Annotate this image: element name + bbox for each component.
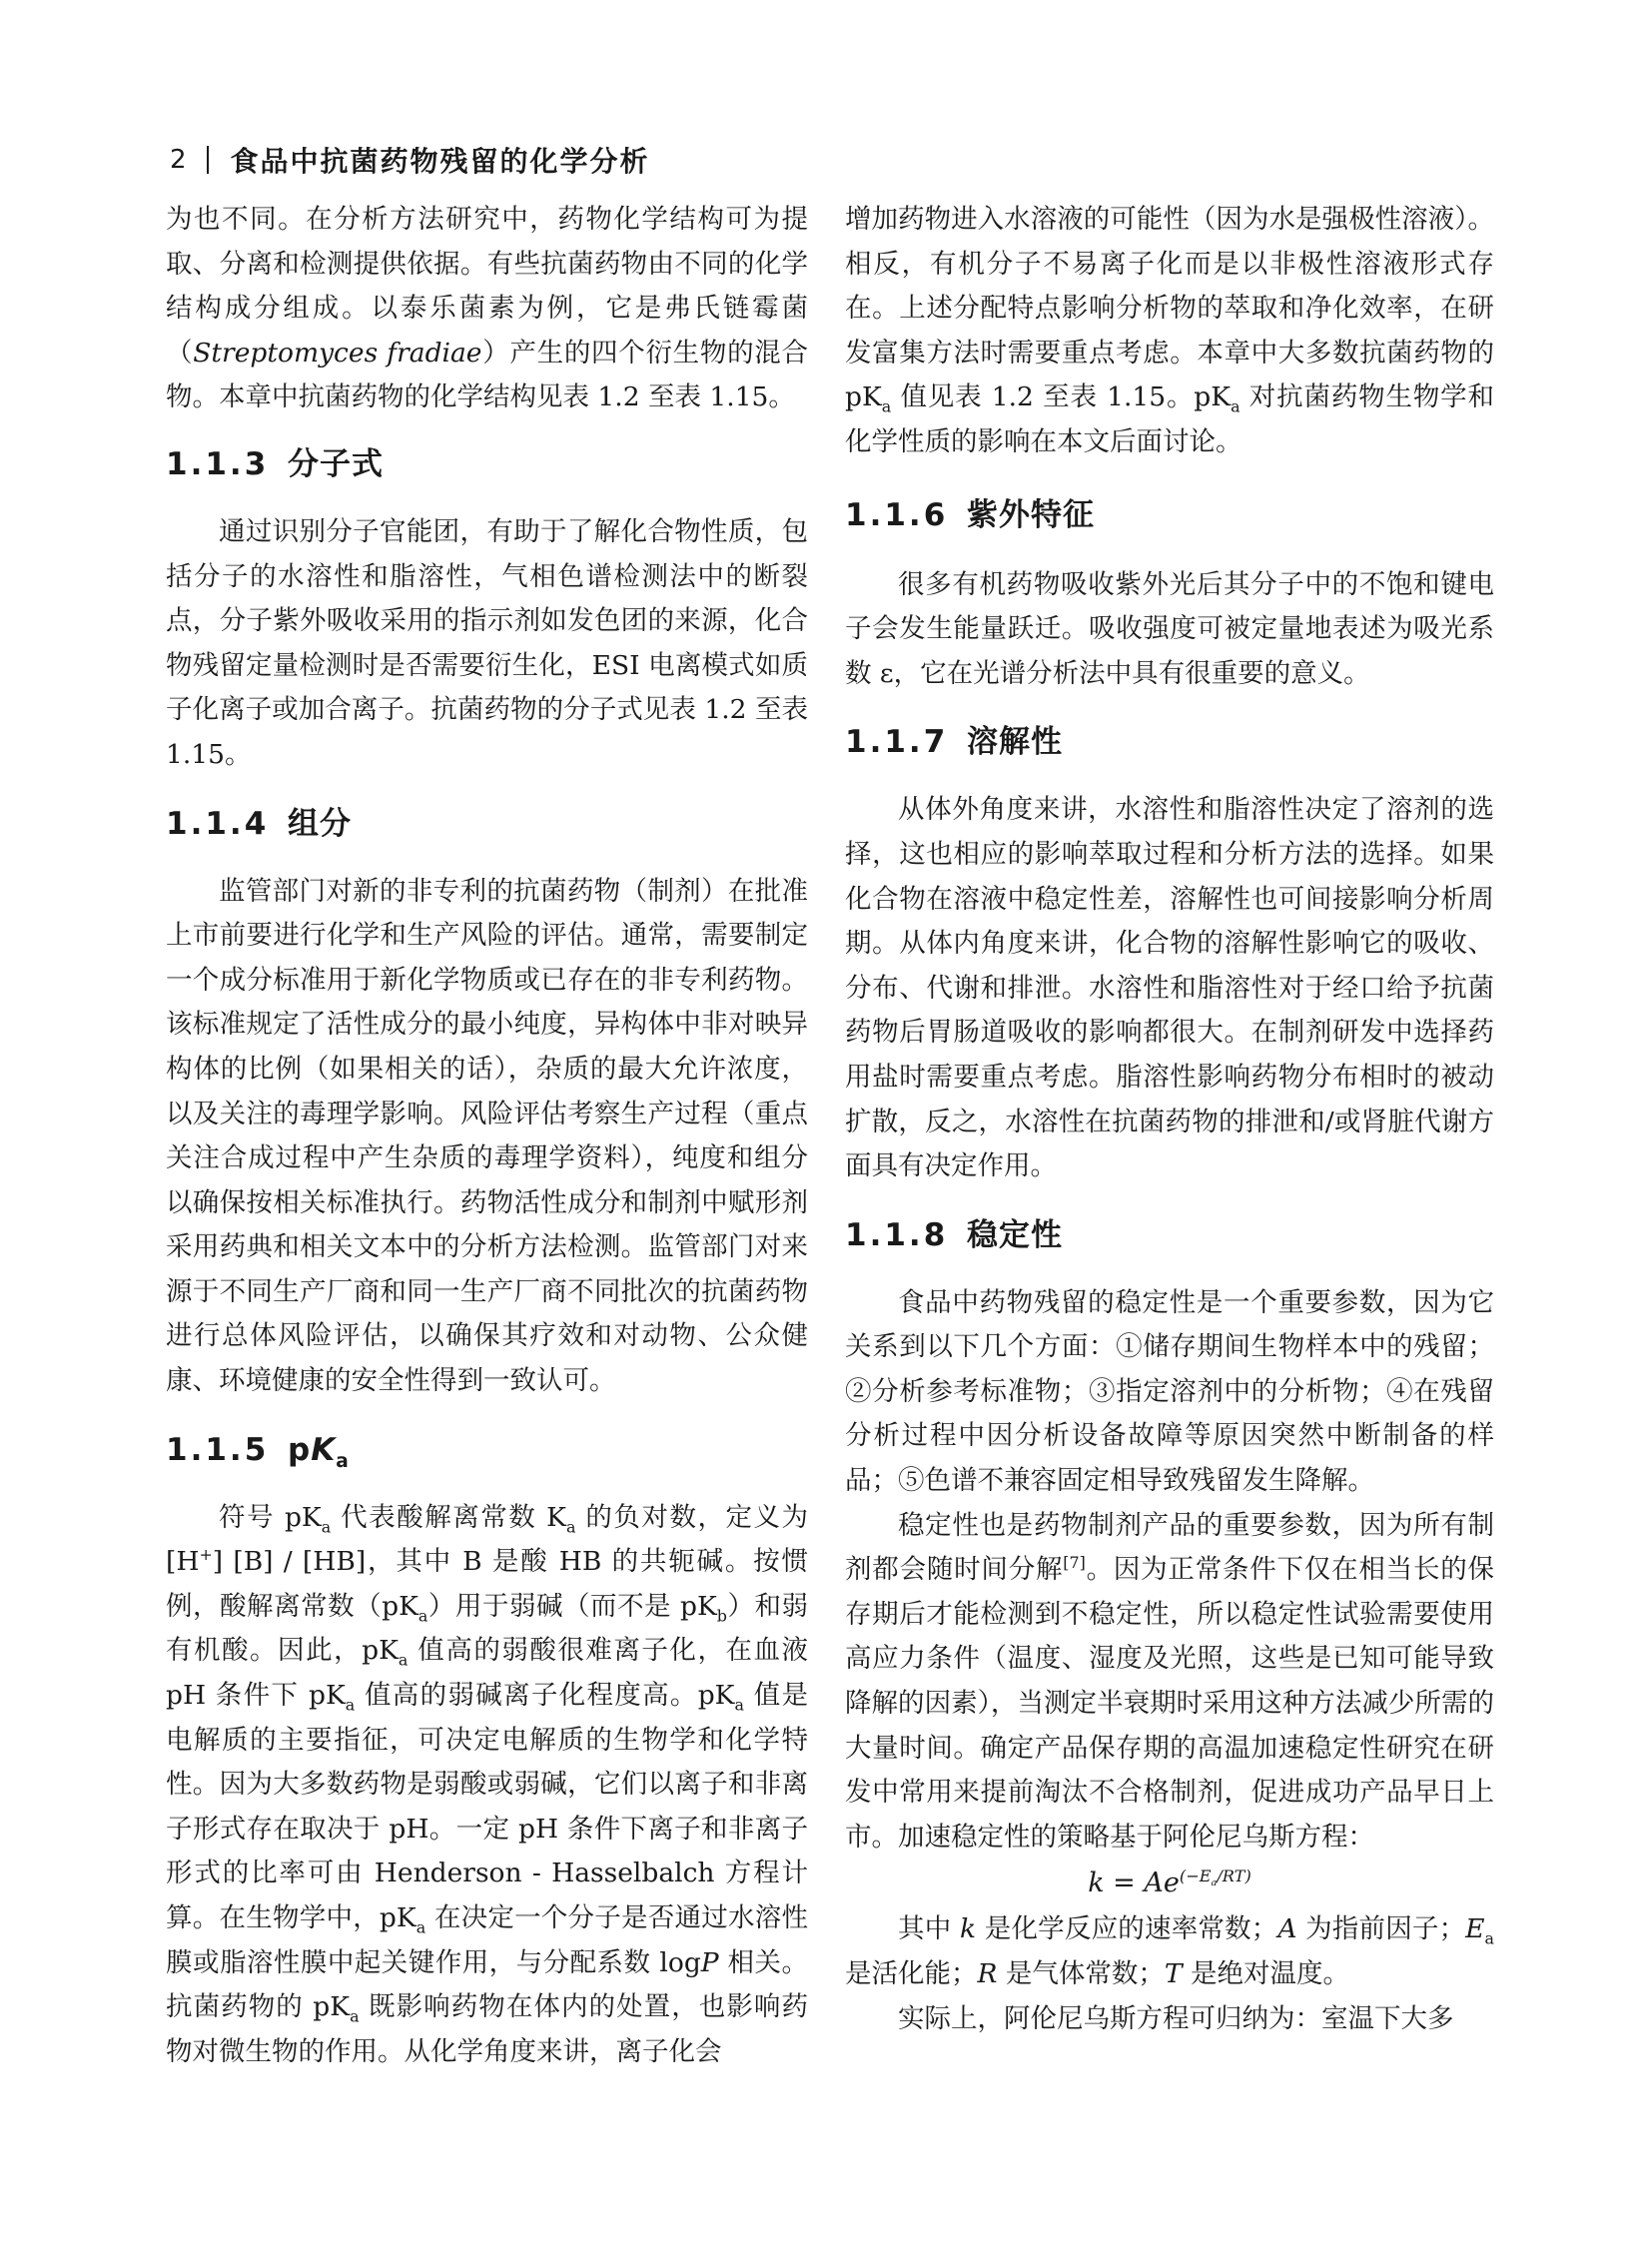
paragraph-formula-legend: 其中 k 是化学反应的速率常数；A 为指前因子；$E_a$ 是活化能；R 是气体常数；T 是绝对温度。 xyxy=(845,1913,1494,1989)
section-heading-1-1-8: 1.1.8 稳定性 xyxy=(845,1216,1063,1253)
paragraph-stability-2: 稳定性也是药物制剂产品的重要参数，因为所有制剂都会随时间分解[7]。因为正常条件下仅在相当长的保存期后才能检测到不稳定性，所以稳定性试验需要使用高应力条件（温度、湿度及光照，这些是已知可能导致降解的因素），当测定半衰期时采用这种方法减少所需的大量时间。确定产品保存期的高温加速稳定性研究在研发中常用来提前淘汰不合格制剂，促进成功产品早日上市。加速稳定性的策略基于阿伦尼乌斯方程： xyxy=(845,1509,1495,1853)
continued-paragraph: 增加药物进入水溶液的可能性（因为水是强极性溶液）。相反，有机分子不易离子化而是以非极性溶液形式存在。上述分配特点影响分析物的萃取和净化效率，在研发富集方法时需要重点考虑。本章中大多数抗菌药物的 $pK_a$ 值见表 1.2 至表 1.15。$pK_a$ 对抗菌药物生物学和化学性质的影响在本文后面讨论。 xyxy=(845,204,1494,457)
book-title: 食品中抗菌药物残留的化学分析 xyxy=(230,145,650,178)
arrhenius-formula: $k = Ae^{(-E_a/RT)}$ xyxy=(1088,1867,1251,1899)
paragraph-stability-1: 食品中药物残留的稳定性是一个重要参数，因为它关系到以下几个方面：①储存期间生物样本中的残留；②分析参考标准物；③指定溶剂中的分析物；④在残留分析过程中因分析设备故障等原因突然中断制备的样品；⑤色谱不兼容固定相导致残留发生降解。 xyxy=(845,1286,1494,1497)
running-header xyxy=(170,140,650,180)
paragraph-molecular-formula: 通过识别分子官能团，有助于了解化合物性质，包括分子的水溶性和脂溶性，气相色谱检测法中的断裂点，分子紫外吸收采用的指示剂如发色团的来源，化合物残留定量检测时是否需要衍生化，ESI 电离模式如质子化离子或加合离子。抗菌药物的分子式见表 1.2 至表 1.15。 xyxy=(166,515,808,770)
section-heading-1-1-5: 1.1.5 $pK_a$ xyxy=(166,1431,350,1472)
paragraph-arrhenius-summary: 实际上，阿伦尼乌斯方程可归纳为：室温下大多 xyxy=(898,2002,1454,2034)
right-column xyxy=(845,198,1494,2041)
page-number: 2 xyxy=(170,145,187,175)
header-divider xyxy=(207,146,209,174)
section-heading-1-1-4: 1.1.4 组分 xyxy=(166,805,352,842)
intro-paragraph: 为也不同。在分析方法研究中，药物化学结构可为提取、分离和检测提供依据。有些抗菌药物由不同的化学结构成分组成。以泰乐菌素为例，它是弗氏链霉菌（Streptomyces fradiae）产生的四个衍生物的混合物。本章中抗菌药物的化学结构见表 1.2 至表 1.15。 xyxy=(166,204,809,413)
section-heading-1-1-3: 1.1.3 分子式 xyxy=(166,445,384,482)
paragraph-uv-characteristics: 很多有机药物吸收紫外光后其分子中的不饱和键电子会发生能量跃迁。吸收强度可被定量地表述为吸光系数 ε，它在光谱分析法中具有很重要的意义。 xyxy=(845,568,1494,689)
paragraph-pka: 符号 $pK_a$ 代表酸解离常数 $K_a$ 的负对数，定义为 [H+] [B] / [HB]，其中 B 是酸 HB 的共轭碱。按惯例，酸解离常数$(pK_a)$用于弱碱（而不是 $pK_b$）和弱有机酸。因此，$pK_a$ 值高的弱酸很难离子化，在血液 pH 条件下 $pK_a$ 值高的弱碱离子化程度高。$pK_a$ 值是电解质的主要指征，可决定电解质的生物学和化学特性。因为大多数药物是弱酸或弱碱，它们以离子和非离子形式存在取决于 pH。一定 pH 条件下离子和非离子形式的比率可由 Henderson - Hasselbalch 方程计算。在生物学中，$pK_a$ 在决定一个分子是否通过水溶性膜或脂溶性膜中起关键作用，与分配系数 logP 相关。抗菌药物的 $pK_a$ 既影响药物在体内的处置，也影响药物对微生物的作用。从化学角度来讲，离子化会 xyxy=(166,1501,809,2067)
citation-ref: [7] xyxy=(1063,1553,1086,1573)
section-heading-1-1-7: 1.1.7 溶解性 xyxy=(845,724,1063,761)
section-heading-1-1-6: 1.1.6 紫外特征 xyxy=(845,496,1095,533)
paragraph-solubility: 从体外角度来讲，水溶性和脂溶性决定了溶剂的选择，这也相应的影响萃取过程和分析方法的选择。如果化合物在溶液中稳定性差，溶解性也可间接影响分析周期。从体内角度来讲，化合物的溶解性影响它的吸收、分布、代谢和排泄。水溶性和脂溶性对于经口给予抗菌药物后胃肠道吸收的影响都很大。在制剂研发中选择药用盐时需要重点考虑。脂溶性影响药物分布相时的被动扩散，反之，水溶性在抗菌药物的排泄和/或肾脏代谢方面具有决定作用。 xyxy=(845,794,1494,1182)
paragraph-composition: 监管部门对新的非专利的抗菌药物（制剂）在批准上市前要进行化学和生产风险的评估。通常，需要制定一个成分标准用于新化学物质或已存在的非专利药物。该标准规定了活性成分的最小纯度，异构体中非对映异构体的比例（如果相关的话），杂质的最大允许浓度，以及关注的毒理学影响。风险评估考察生产过程（重点关注合成过程中产生杂质的毒理学资料），纯度和组分以确保按相关标准执行。药物活性成分和制剂中赋形剂采用药典和相关文本中的分析方法检测。监管部门对来源于不同生产厂商和同一生产厂商不同批次的抗菌药物进行总体风险评估，以确保其疗效和对动物、公众健康、环境健康的安全性得到一致认可。 xyxy=(166,875,808,1397)
left-column xyxy=(166,198,808,2074)
